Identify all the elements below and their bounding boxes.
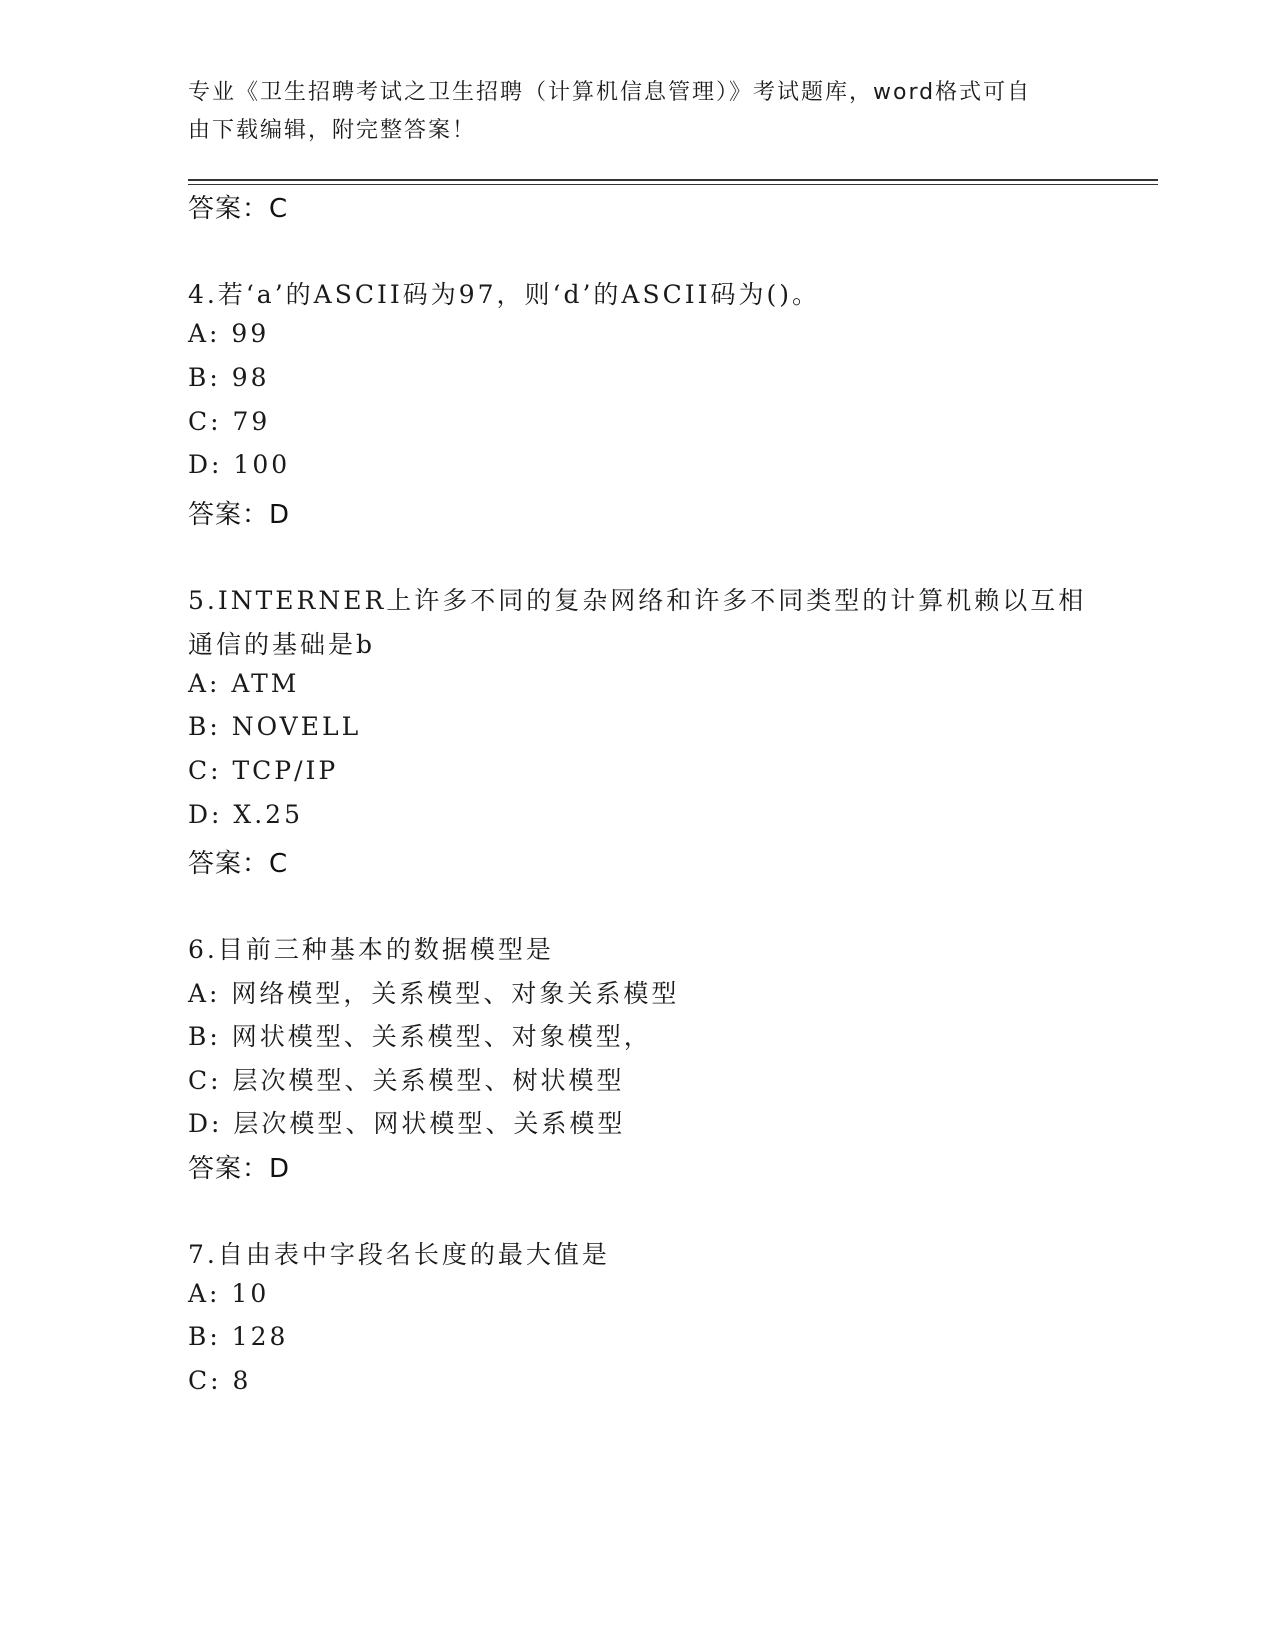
answer-q5: 答案：C <box>188 849 289 879</box>
header-divider <box>188 179 1158 181</box>
question-5-option-a: A: ATM <box>188 669 300 698</box>
question-5-option-b: B: NOVELL <box>188 712 362 741</box>
question-5-option-c: C: TCP/IP <box>188 756 339 785</box>
question-7-option-c: C: 8 <box>188 1366 252 1395</box>
question-5-stem-line-2: 通信的基础是b <box>188 630 376 659</box>
question-6-option-d: D: 层次模型、网状模型、关系模型 <box>188 1109 626 1138</box>
header-line-2: 由下载编辑，附完整答案！ <box>188 118 477 143</box>
document-header <box>188 74 1068 150</box>
answer-q6: 答案：D <box>188 1154 291 1184</box>
question-5-stem-line-1: 5.INTERNER上许多不同的复杂网络和许多不同类型的计算机赖以互相 <box>188 586 1087 615</box>
question-4-option-d: D: 100 <box>188 450 291 479</box>
question-6-option-b: B: 网状模型、关系模型、对象模型， <box>188 1022 652 1051</box>
question-4-option-c: C: 79 <box>188 407 271 436</box>
question-7-option-a: A: 10 <box>188 1279 270 1308</box>
question-5-option-d: D: X.25 <box>188 800 303 829</box>
question-6-option-a: A: 网络模型，关系模型、对象关系模型 <box>188 979 680 1008</box>
question-6-stem: 6.目前三种基本的数据模型是 <box>188 935 554 964</box>
question-4-option-b: B: 98 <box>188 363 270 392</box>
question-4-stem: 4.若‘a’的ASCII码为97，则‘d’的ASCII码为()。 <box>188 280 820 309</box>
header-divider-thin <box>188 184 1158 185</box>
answer-q4: 答案：D <box>188 500 291 530</box>
header-line-1: 专业《卫生招聘考试之卫生招聘（计算机信息管理）》考试题库，word格式可自 <box>188 80 1032 105</box>
question-7-stem: 7.自由表中字段名长度的最大值是 <box>188 1240 610 1269</box>
question-6-option-c: C: 层次模型、关系模型、树状模型 <box>188 1066 625 1095</box>
answer-q3: 答案：C <box>188 194 289 224</box>
question-4-option-a: A: 99 <box>188 319 270 348</box>
question-7-option-b: B: 128 <box>188 1322 289 1351</box>
